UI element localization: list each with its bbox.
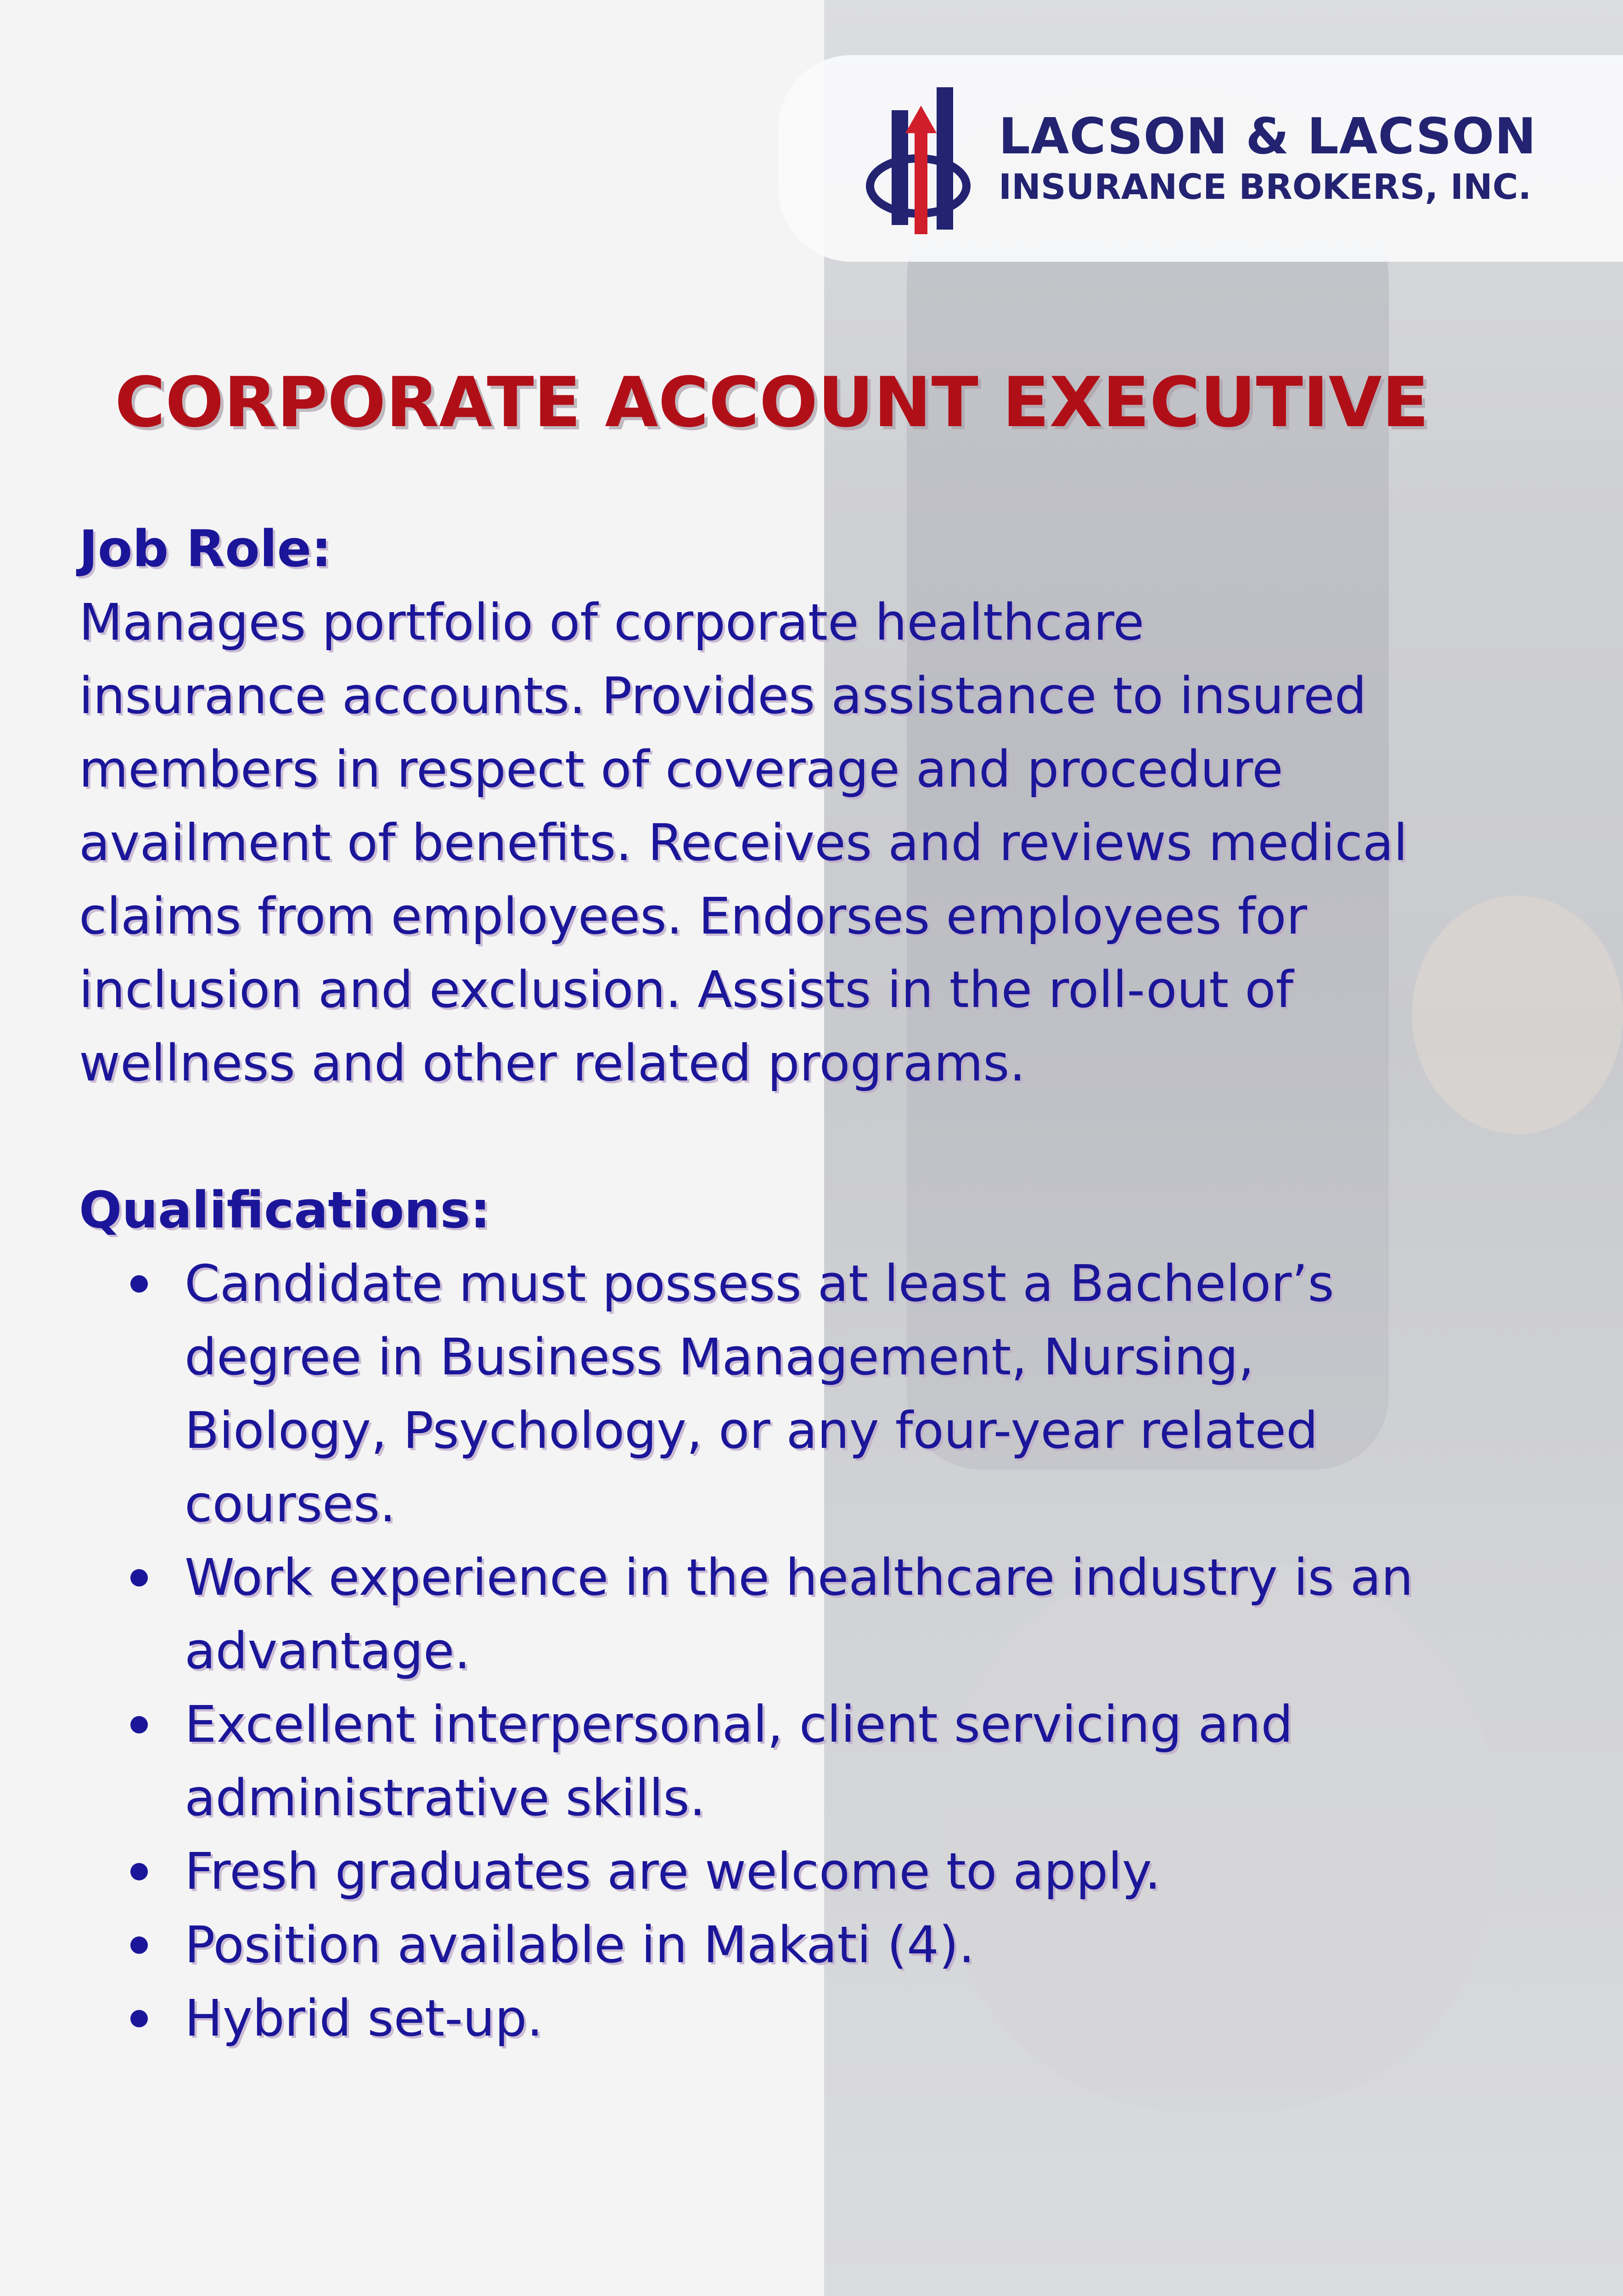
qualification-line: advantage. <box>185 1621 471 1680</box>
qualification-line: Biology, Psychology, or any four-year related <box>185 1401 1318 1460</box>
job-role-line: insurance accounts. Provides assistance to insured <box>79 666 1367 725</box>
qualification-item <box>79 1541 1585 1688</box>
job-role-heading: Job Role: <box>79 519 332 578</box>
job-role-line: availment of benefits. Receives and reviews medical <box>79 813 1408 872</box>
qualification-item <box>79 1835 1585 1908</box>
job-role-line: inclusion and exclusion. Assists in the roll-out of <box>79 960 1294 1019</box>
qualification-line: courses. <box>185 1474 396 1533</box>
qualification-line: Fresh graduates are welcome to apply. <box>185 1842 1161 1901</box>
qualifications-list <box>79 1247 1585 2055</box>
job-role-line: claims from employees. Endorses employees for <box>79 887 1307 945</box>
logo-company-name: LACSON & LACSON <box>999 108 1537 165</box>
qualification-line: Work experience in the healthcare industry is an <box>185 1548 1413 1607</box>
job-role-line: wellness and other related programs. <box>79 1034 1026 1092</box>
section-spacer <box>79 1100 1585 1173</box>
job-role-text <box>79 585 1585 1100</box>
bullet-icon <box>130 1569 148 1587</box>
qualification-item <box>79 1981 1585 2055</box>
qualification-line: degree in Business Management, Nursing, <box>185 1328 1254 1386</box>
qualification-item <box>79 1688 1585 1835</box>
qualifications-heading: Qualifications: <box>79 1181 491 1239</box>
job-role-line: members in respect of coverage and procedure <box>79 740 1283 799</box>
qualification-line: Hybrid set-up. <box>185 1989 543 2048</box>
qualification-line: Position available in Makati (4). <box>185 1915 975 1974</box>
bullet-icon <box>130 1863 148 1880</box>
company-logo-icon <box>863 78 983 239</box>
qualification-item <box>79 1247 1585 1541</box>
job-role-line: Manages portfolio of corporate healthcare <box>79 593 1145 652</box>
bullet-icon <box>130 2010 148 2027</box>
job-description <box>79 512 1585 2055</box>
qualification-line: administrative skills. <box>185 1768 706 1827</box>
bullet-icon <box>130 1275 148 1293</box>
qualification-item <box>79 1908 1585 1981</box>
bullet-icon <box>130 1716 148 1733</box>
job-title: CORPORATE ACCOUNT EXECUTIVE <box>115 363 1429 443</box>
qualification-line: Candidate must possess at least a Bachelor’s <box>185 1254 1334 1313</box>
qualification-line: Excellent interpersonal, client servicing and <box>185 1695 1293 1754</box>
logo-company-subtitle: INSURANCE BROKERS, INC. <box>999 166 1532 207</box>
bullet-icon <box>130 1936 148 1954</box>
